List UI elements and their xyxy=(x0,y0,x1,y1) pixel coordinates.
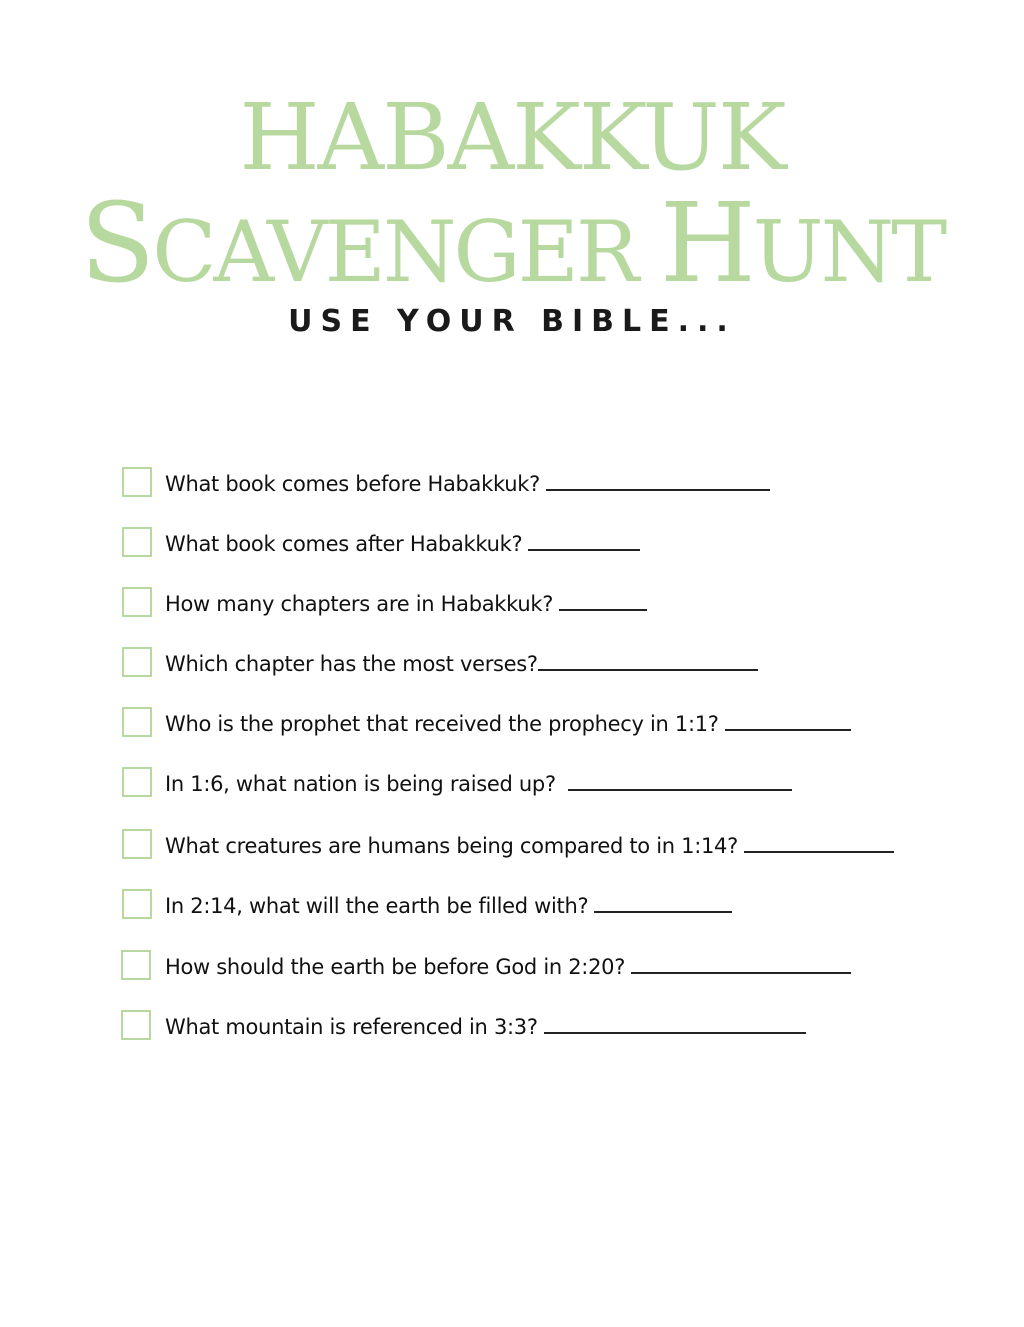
question-checkbox[interactable] xyxy=(122,647,152,677)
question-checkbox[interactable] xyxy=(121,1010,151,1040)
question-text: How many chapters are in Habakkuk? xyxy=(165,592,554,616)
question-item xyxy=(122,950,1002,984)
question-text: In 2:14, what will the earth be filled with? xyxy=(165,894,589,918)
question-checkbox[interactable] xyxy=(122,767,152,797)
question-text: In 1:6, what nation is being raised up? xyxy=(165,772,556,796)
question-checkbox[interactable] xyxy=(122,587,152,617)
question-text: What book comes before Habakkuk? xyxy=(165,472,540,496)
question-item xyxy=(122,829,1002,863)
question-checkbox[interactable] xyxy=(122,527,152,557)
title-initial-h: H xyxy=(659,179,753,307)
title-initial-s: S xyxy=(79,179,153,307)
answer-line[interactable] xyxy=(631,952,851,974)
answer-line[interactable] xyxy=(744,831,894,853)
answer-line[interactable] xyxy=(725,709,851,731)
question-text: What mountain is referenced in 3:3? xyxy=(165,1015,538,1039)
question-item xyxy=(122,767,1002,801)
question-text: Which chapter has the most verses? xyxy=(165,652,538,676)
subtitle: USE YOUR BIBLE... xyxy=(288,304,736,339)
answer-line[interactable] xyxy=(594,891,732,913)
answer-line[interactable] xyxy=(559,589,647,611)
title-word-scavenger-rest: CAVENGER xyxy=(152,203,637,301)
question-checkbox[interactable] xyxy=(122,467,152,497)
answer-line[interactable] xyxy=(568,769,792,791)
question-checkbox[interactable] xyxy=(122,829,152,859)
question-item xyxy=(122,1010,1002,1044)
question-item xyxy=(122,467,1002,501)
question-item xyxy=(122,587,1002,621)
question-text: What book comes after Habakkuk? xyxy=(165,532,523,556)
answer-line[interactable] xyxy=(544,1012,806,1034)
answer-line[interactable] xyxy=(538,649,758,671)
question-item xyxy=(122,889,1002,923)
title-line-1: HABAKKUK xyxy=(239,84,785,191)
question-text: What creatures are humans being compared to in 1:14? xyxy=(165,834,738,858)
question-text: How should the earth be before God in 2:20? xyxy=(165,955,626,979)
question-text: Who is the prophet that received the prophecy in 1:1? xyxy=(165,712,719,736)
question-item xyxy=(122,647,1002,681)
title-word-hunt-rest: UNT xyxy=(752,203,945,301)
question-checkbox[interactable] xyxy=(122,707,152,737)
question-item xyxy=(122,527,1002,561)
question-checkbox[interactable] xyxy=(122,889,152,919)
question-checkbox[interactable] xyxy=(121,950,151,980)
answer-line[interactable] xyxy=(546,469,770,491)
question-item xyxy=(122,707,1002,741)
answer-line[interactable] xyxy=(528,529,640,551)
